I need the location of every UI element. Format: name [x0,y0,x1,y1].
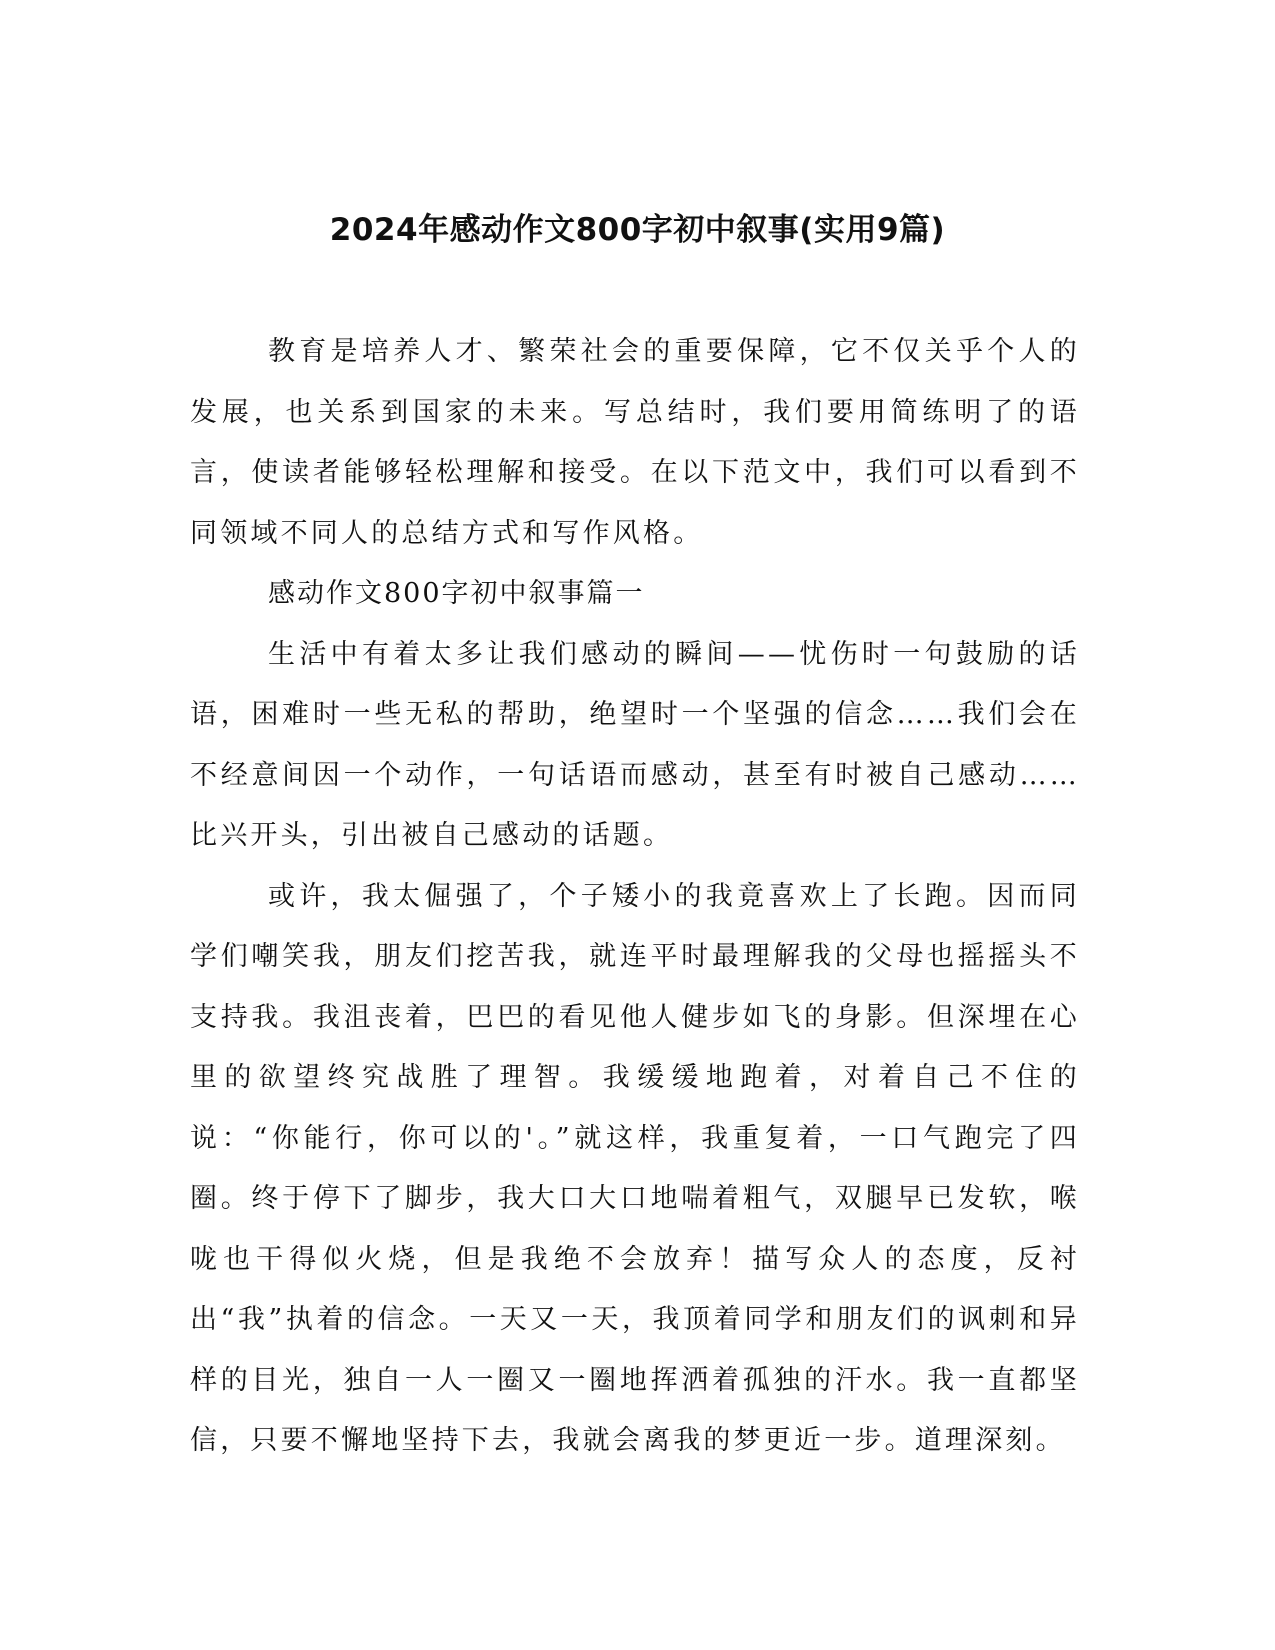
document-title: 2024年感动作文800字初中叙事(实用9篇) [329,212,946,248]
body-paragraph: 生活中有着太多让我们感动的瞬间——忧伤时一句鼓励的话语，困难时一些无私的帮助，绝望时一个坚强的信念……我们会在不经意间因一个动作，一句话语而感动，甚至有时被自己感动……比兴开头，引出被自己感动的话题。 [190,638,1080,851]
document-body [190,322,1080,1472]
body-paragraph: 或许，我太倔强了，个子矮小的我竟喜欢上了长跑。因而同学们嘲笑我，朋友们挖苦我，就连平时最理解我的父母也摇摇头不支持我。我沮丧着，巴巴的看见他人健步如飞的身影。但深埋在心里的欲望终究战胜了理智。我缓缓地跑着，对着自己不住的说：“你能行，你可以的'。”就这样，我重复着，一口气跑完了四圈。终于停下了脚步，我大口大口地喘着粗气，双腿早已发软，喉咙也干得似火烧，但是我绝不会放弃！描写众人的态度，反衬出“我”执着的信念。一天又一天，我顶着同学和朋友们的讽刺和异样的目光，独自一人一圈又一圈地挥洒着孤独的汗水。我一直都坚信，只要不懈地坚持下去，我就会离我的梦更近一步。道理深刻。 [190,880,1080,1456]
intro-paragraph: 教育是培养人才、繁荣社会的重要保障，它不仅关乎个人的发展，也关系到国家的未来。写总结时，我们要用简练明了的语言，使读者能够轻松理解和接受。在以下范文中，我们可以看到不同领域不同人的总结方式和写作风格。 [190,336,1080,549]
section-heading: 感动作文800字初中叙事篇一 [268,578,645,609]
